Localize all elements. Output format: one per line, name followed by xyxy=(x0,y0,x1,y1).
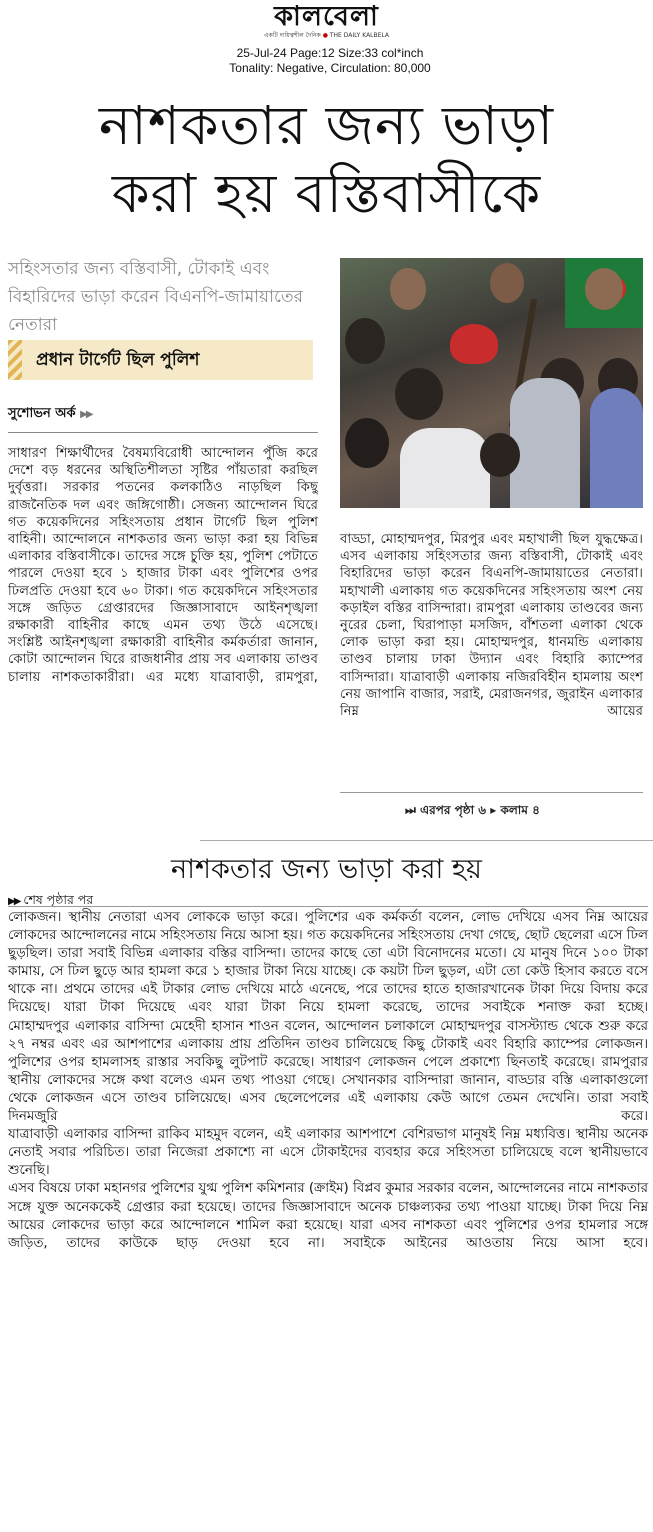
tagline-bengali: একটি দায়িত্বশীল দৈনিক xyxy=(263,32,321,39)
person-head xyxy=(395,368,443,420)
person-head xyxy=(480,433,520,477)
tagline-dot-icon: ● xyxy=(322,32,328,39)
masthead xyxy=(0,2,653,40)
double-right-arrow-icon: ▶▶ xyxy=(8,896,20,907)
person-head xyxy=(390,268,426,310)
article-column-b xyxy=(340,531,643,720)
double-right-arrow-icon: ⏭ xyxy=(405,803,416,817)
double-right-arrow-icon: ▶▶ xyxy=(80,409,92,420)
person-head xyxy=(585,268,623,310)
continuation-headline: নাশকতার জন্য ভাড়া করা হয় xyxy=(171,854,482,885)
column-b-divider xyxy=(340,792,643,793)
tag-stripe-decoration xyxy=(8,340,22,380)
tag-text: প্রধান টার্গেট ছিল পুলিশ xyxy=(36,350,200,370)
clipping-meta xyxy=(200,46,460,76)
continued-text: এরপর পৃষ্ঠা ৬ ▸ কলাম ৪ xyxy=(420,803,540,817)
white-shirt-shape xyxy=(400,428,490,508)
byline-author: সুশোভন অর্ক xyxy=(8,406,76,421)
clipping-meta-line2: Tonality: Negative, Circulation: 80,000 xyxy=(229,61,431,75)
byline xyxy=(8,405,92,424)
main-headline-line1: নাশকতার জন্য ভাড়া xyxy=(98,94,555,157)
subheadline: সহিংসতার জন্য বস্তিবাসী, টোকাই এবং বিহারিদের ভাড়া করেন বিএনপি-জামায়াতের নেতারা xyxy=(8,259,303,335)
main-headline-line2: করা হয় বস্তিবাসীকে xyxy=(111,162,542,225)
crowd-photo xyxy=(340,258,643,508)
continuation-paragraph-2: মোহাম্মদপুর এলাকার বাসিন্দা মেহেদী হাসান শাওন বলেন, আন্দোলন চলাকালে মোহাম্মদপুর বাসস্ট্যান্ড থেকে শুরু করে ২৭ নম্বর এবং এর আশপাশের এলাকায় প্রায় প্রতিদিন তাণ্ডব চালিয়েছে কিছু টোকাই এবং বিহারি ক্যাম্পের লোকজন। পুলিশের ওপর হামলাসহ রাস্তার সবকিছু লুটপাট করেছে। সাধারণ লোকজন পেলে প্রকাশ্যে ছিনতাই করেছে। রামপুরার স্থানীয় লোকদের সঙ্গে কথা বলেও এমন তথ্য পাওয়া গেছে। সেখানকার বাসিন্দারা জানান, বাড্ডার বস্তি এলাকাগুলো থেকে লোকজন এসে তাণ্ডব চালিয়েছে। এসব ছেলেপেলের এই এলাকায় কেউ আগে তেমন দেখেনি। তারা সবাই দিনমজুরি করে। xyxy=(8,1018,648,1125)
main-headline xyxy=(0,92,653,228)
continuation-from-label: শেষ পৃষ্ঠার পর xyxy=(23,892,94,907)
red-helmet-shape xyxy=(450,324,498,364)
section-separator xyxy=(200,840,653,841)
column-b-paragraph-1: বাড্ডা, মোহাম্মদপুর, মিরপুর এবং মহাখালী ছিল যুদ্ধক্ষেত্র। এসব এলাকায় সহিংসতার জন্য বস্তিবাসী, টোকাই এবং বিহারিদের ভাড়া করেন বিএনপি-জামায়াতের নেতারা। মহাখালী এলাকায় গত কয়েকদিনের সহিংসতায় অংশ নেয় কড়াইল বস্তির বাসিন্দারা। রামপুরা এলাকায় তাণ্ডবের জন্য নুরের চেলা, ঘিরাপাড়া মসজিদ, বাঁশতলা এলাকা থেকে লোক ভাড়া করা হয়। মোহাম্মদপুর, ধানমন্ডি এলাকায় তাণ্ডব চালায় ঢাকা উদ্যান এবং বিহারি ক্যাম্পের বাসিন্দারা। যাত্রাবাড়ী এলাকায় নজিরবিহীন হামলায় অংশ নেয় জাপানি বাজার, সরাই, মেরাজনগর, জুরাইন এলাকার নিম্ন আয়ের xyxy=(340,532,643,720)
column-a-paragraph-1: সাধারণ শিক্ষার্থীদের বৈষম্যবিরোধী আন্দোলন পুঁজি করে দেশে বড় ধরনের অস্থিতিশীলতা সৃষ্টির পাঁয়তারা করছিল দুর্বৃত্তরা। সরকার পতনের কলকাঠিও নাড়ছিল কিছু রাজনৈতিক দল এবং জঙ্গিগোষ্ঠী। সেজন্য আন্দোলন ঘিরে গত কয়েকদিনের সহিংসতায় প্রধান টার্গেট ছিল পুলিশ বাহিনী। আন্দোলনে নাশকতার জন্য ভাড়া করা হয় বিভিন্ন এলাকার বস্তিবাসীকে। তাদের সঙ্গে চুক্তি হয়, পুলিশ পেটাতে পারলে দেওয়া হবে ১ হাজার টাকা এবং পুলিশের ওপর ঢিলপ্রতি দেওয়া হবে ৬০ টাকা। গত কয়েকদিনে সহিংসতার সঙ্গে জড়িত গ্রেপ্তারদের জিজ্ঞাসাবাদে আইনশৃঙ্খলা রক্ষাকারী বাহিনীর কাছে এমন তথ্য উঠে এসেছে। xyxy=(8,446,318,634)
continuation-divider xyxy=(8,906,648,907)
person-head xyxy=(345,418,389,468)
masthead-tagline xyxy=(0,32,653,40)
newspaper-logo: কালবেলা xyxy=(274,1,379,32)
continuation-body xyxy=(8,909,648,1253)
continuation-paragraph-1: লোকজন। স্থানীয় নেতারা এসব লোককে ভাড়া করে। পুলিশের এক কর্মকর্তা বলেন, লোভ দেখিয়ে এসব নিম্ন আয়ের লোকদের আন্দোলনের নামে সহিংসতায় নিয়ে আসা হয়। গত কয়েকদিনের সহিংসতায় দেখা গেছে, ছোট ছেলেরা এসে ঢিল ছুড়ছিল। তারা সবাই বিভিন্ন এলাকার বস্তির বাসিন্দা। তাদের কাছে তো এটা বিনোদনের মতো। যে মানুষ দিনে ১০০ টাকা কামায়, সে ঢিল ছুড়ে আর হামলা করে ১ হাজার টাকা নিয়ে যাচ্ছে। কে কয়টা ঢিল ছুড়ল, এটা তো কেউ হিসাব করতে বসে থাকে না। প্রথমে তাদের এই টাকার লোভ দেখিয়ে মাঠে এনেছে, পরে তাদের হাতে হাজারখানেক টাকা দিয়ে বিদায় করে দিয়েছে। যারা টাকা দিয়েছে এবং যারা টাকা নিয়ে হামলা করেছে, তাদের সবাইকে শনাক্ত করা হচ্ছে। xyxy=(8,910,648,1016)
column-a-paragraph-2: সংশ্লিষ্ট আইনশৃঙ্খলা রক্ষাকারী বাহিনীর কর্মকর্তারা জানান, কোটা আন্দোলন ঘিরে রাজধানীর প্রায় সব এলাকায় তাণ্ডব চালায় নাশকতাকারীরা। এর মধ্যে যাত্রাবাড়ী, রামপুরা, xyxy=(8,635,318,685)
continuation-paragraph-4: এসব বিষয়ে ঢাকা মহানগর পুলিশের যুগ্ম পুলিশ কমিশনার (ক্রাইম) বিপ্লব কুমার সরকার বলেন, আন্দোলনের নামে নাশকতার সঙ্গে যুক্ত অনেককেই গ্রেপ্তার করা হয়েছে। তাদের জিজ্ঞাসাবাদে অনেক চাঞ্চল্যকর তথ্য পাওয়া যাচ্ছে। টাকা দিয়ে নিম্ন আয়ের লোকদের ভাড়া করে আন্দোলনে শামিল করা হয়েছে। যারা এসব নাশকতা এবং পুলিশের ওপর হামলার সঙ্গে জড়িত, তাদের কাউকে ছাড় দেওয়া হবে না। সবাইকে আইনের আওতায় নিয়ে আসা হবে। xyxy=(8,1181,648,1251)
clipping-meta-line1: 25-Jul-24 Page:12 Size:33 col*inch xyxy=(236,46,424,60)
byline-divider xyxy=(8,432,318,433)
tagline-english: THE DAILY KALBELA xyxy=(329,32,390,39)
person-head xyxy=(490,263,524,303)
blue-shirt-shape xyxy=(590,388,643,508)
continued-note xyxy=(405,802,540,818)
article-column-a xyxy=(8,445,318,686)
continuation-from xyxy=(8,892,93,910)
grey-shirt-shape xyxy=(510,378,580,508)
person-head xyxy=(345,318,385,364)
continuation-paragraph-3: যাত্রাবাড়ী এলাকার বাসিন্দা রাকিব মাহমুদ বলেন, এই এলাকার আশপাশে বেশিরভাগ মানুষই নিম্ন মধ্যবিত্ত। স্থানীয় অনেক নেতাই সবার পরিচিত। তারা নিজেরা প্রকাশ্যে না এসে টোকাইদের ব্যবহার করে সহিংসতা চালিয়েছে বলে স্থানীয়ভাবে শুনেছি। xyxy=(8,1127,648,1179)
